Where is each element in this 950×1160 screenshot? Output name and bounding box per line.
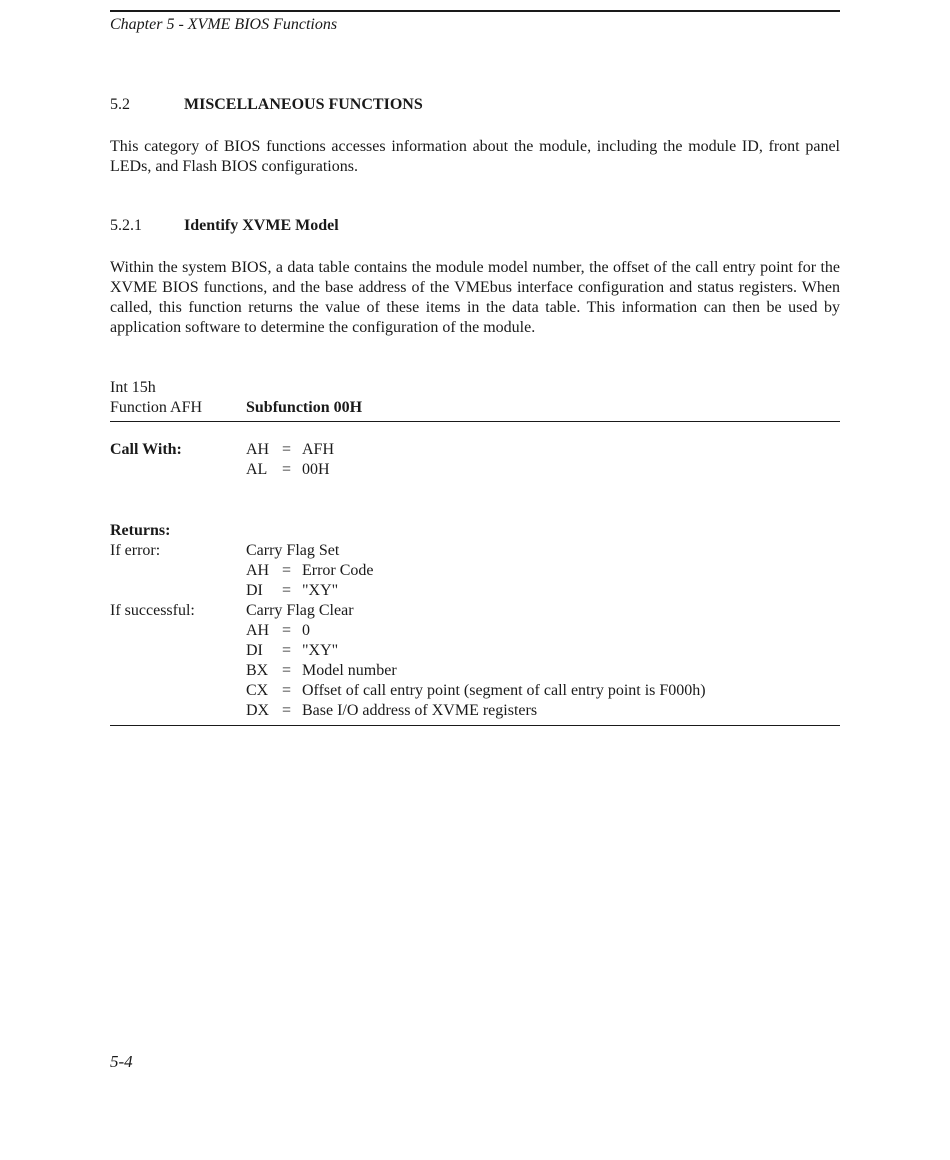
subfunction-label: Subfunction 00H	[246, 399, 363, 416]
register-name: DX	[246, 702, 270, 719]
register-name: AH	[246, 562, 270, 579]
equals-sign: =	[282, 662, 292, 679]
register-value: 00H	[302, 461, 330, 478]
equals-sign: =	[282, 622, 292, 639]
equals-sign: =	[282, 441, 292, 458]
int-label: Int 15h	[110, 379, 156, 396]
equals-sign: =	[282, 582, 292, 599]
register-value: Model number	[302, 662, 397, 679]
register-name: AH	[246, 441, 270, 458]
register-value: "XY"	[302, 582, 339, 599]
success-register-row	[246, 641, 338, 661]
register-value: 0	[302, 622, 310, 639]
error-register-row	[246, 561, 374, 581]
success-register-row	[246, 661, 397, 681]
function-label: Function AFH	[110, 399, 203, 416]
equals-sign: =	[282, 461, 292, 478]
register-value: Base I/O address of XVME registers	[302, 702, 538, 719]
equals-sign: =	[282, 642, 292, 659]
success-register-row	[246, 701, 537, 721]
equals-sign: =	[282, 562, 292, 579]
call-with-label: Call With:	[110, 441, 182, 458]
subsection-number: 5.2.1	[110, 217, 142, 234]
call-with-row	[246, 440, 334, 460]
register-value: "XY"	[302, 642, 339, 659]
subsection-title: Identify XVME Model	[184, 217, 339, 234]
page-number: 5-4	[110, 1052, 133, 1071]
call-with-row	[246, 460, 330, 480]
subsection-heading	[110, 217, 339, 235]
register-value: Error Code	[302, 562, 374, 579]
error-flag: Carry Flag Set	[246, 542, 340, 559]
table-top-rule	[110, 421, 840, 422]
subsection-paragraph: Within the system BIOS, a data table contains the module model number, the offset of the call entry point for the XVME BIOS functions, and the base address of the VMEbus interface configuration and status registers. When called, this function returns the value of these items in the data table. This information can then be used by application software to determine the configuration of the module.	[110, 259, 840, 336]
header-rule	[110, 10, 840, 12]
table-bottom-rule	[110, 725, 840, 726]
if-successful-label: If successful:	[110, 602, 195, 619]
running-header: Chapter 5 - XVME BIOS Functions	[110, 16, 338, 33]
equals-sign: =	[282, 682, 292, 699]
error-register-row	[246, 581, 338, 601]
success-register-row	[246, 621, 310, 641]
register-name: DI	[246, 582, 263, 599]
section-title: MISCELLANEOUS FUNCTIONS	[184, 96, 423, 113]
register-name: AL	[246, 461, 268, 478]
success-register-row	[246, 681, 706, 701]
section-paragraph: This category of BIOS functions accesses information about the module, including the module ID, front panel LEDs, and Flash BIOS configurations.	[110, 138, 840, 175]
register-value: Offset of call entry point (segment of call entry point is F000h)	[302, 682, 706, 699]
register-value: AFH	[302, 441, 335, 458]
register-name: CX	[246, 682, 269, 699]
register-name: DI	[246, 642, 263, 659]
section-heading	[110, 96, 423, 114]
if-error-label: If error:	[110, 542, 161, 559]
register-name: BX	[246, 662, 269, 679]
returns-label: Returns:	[110, 522, 171, 539]
section-number: 5.2	[110, 96, 130, 113]
register-name: AH	[246, 622, 270, 639]
success-flag: Carry Flag Clear	[246, 602, 354, 619]
equals-sign: =	[282, 702, 292, 719]
